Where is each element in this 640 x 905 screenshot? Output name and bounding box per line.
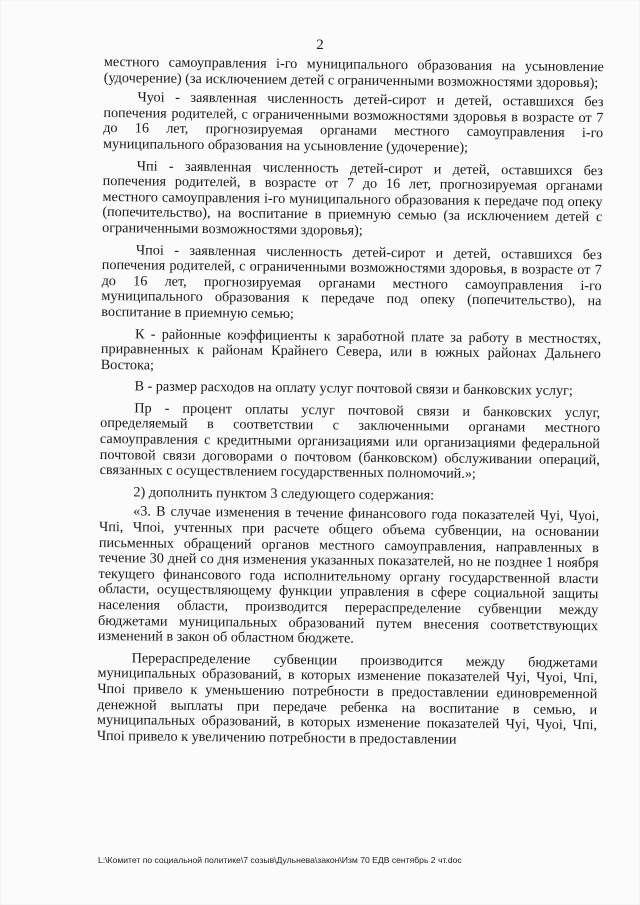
paragraph-pr-definition: Пр - процент оплаты услуг почтовой связи и банковских услуг, определяемый в соответствии с заключенными органами местного самоуправления с кредитными организациями или организациями федеральной почтовой связи договорами о почтовом (банковском) обслуживании операций, связанных с осуществлением государственных полномочий.»; <box>99 400 601 483</box>
paragraph-v-definition: В - размер расходов на оплату услуг почтовой связи и банковских услуг; <box>134 378 573 400</box>
paragraph-continuation: местного самоуправления i-го муниципального образования на усыновление (удочерение) (за исключением детей с ограниченными возможностями здоровья); <box>103 54 604 91</box>
paragraph-clause-3: «3. В случае изменения в течение финансового года показателей Чуi, Чуоi, Чпi, Чпоi, учтенных при расчете общего объема субвенции, на основании письменных обращений органов местного самоуправления, направленных в течение 30 дней со дня изменения указанных показателей, но не позднее 1 ноября текущего финансового года исполнительному органу государственной власти области, осуществляющему функции управления в сфере социальной защиты населения области, производится перераспределение субвенции между бюджетами муниципальных образований путем внесения соответствующих изменений в закон об областном бюджете. <box>97 503 600 647</box>
paragraph-chpoi-definition: Чпоi - заявленная численность детей-сирот и детей, оставшихся без попечения родителей, с ограниченными возможностями здоровья, в возрасте от 7 до 16 лет, прогнозируемая органами местного самоуправления i-го муниципального образования к передаче под опеку (попечительство), на воспитание в приемную семью; <box>101 241 603 322</box>
document-body <box>97 55 604 756</box>
page-number: 2 <box>316 37 324 53</box>
paragraph-k-definition: К - районные коэффициенты к заработной плате за работу в местностях, приравненных к районам Крайнего Севера, или в южных районах Дальнего Востока; <box>100 325 602 374</box>
paragraph-redistribution: Перераспределение субвенции производится между бюджетами муниципальных образований, в которых изменение показателей Чуi, Чуоi, Чпi, Чпоi привело к уменьшению потребности в предоставлении единовременной денежной выплаты при передаче ребенка на воспитание в семью, и муниципальных образований, в которых изменение показателей Чуi, Чуоi, Чпi, Чпоi привело к увеличению потребности в предоставлении <box>96 650 598 748</box>
footer-file-path: L:\Комитет по социальной политике\7 созыв\Дульнева\закон\Изм 70 ЕДВ сентябрь 2 чт.doc <box>98 855 462 865</box>
paragraph-chuoi-definition: Чуоi - заявленная численность детей-сирот и детей, оставшихся без попечения родителей, с ограниченными возможностями здоровья в возрасте от 7 до 16 лет, прогнозируемая органами местного самоуправления i-го муниципального образования на усыновление (удочерение); <box>102 89 604 156</box>
paragraph-amendment-item-2: 2) дополнить пунктом 3 следующего содержания: <box>133 484 435 504</box>
paragraph-chpi-definition: Чпi - заявленная численность детей-сирот и детей, оставшихся без попечения родителей, в возрасте от 7 до 16 лет, прогнозируемая органами местного самоуправления i-го муниципального образования к передаче под опеку (попечительство), на воспитание в приемную семью (за исключением детей с ограниченными возможностями здоровья); <box>102 157 603 239</box>
